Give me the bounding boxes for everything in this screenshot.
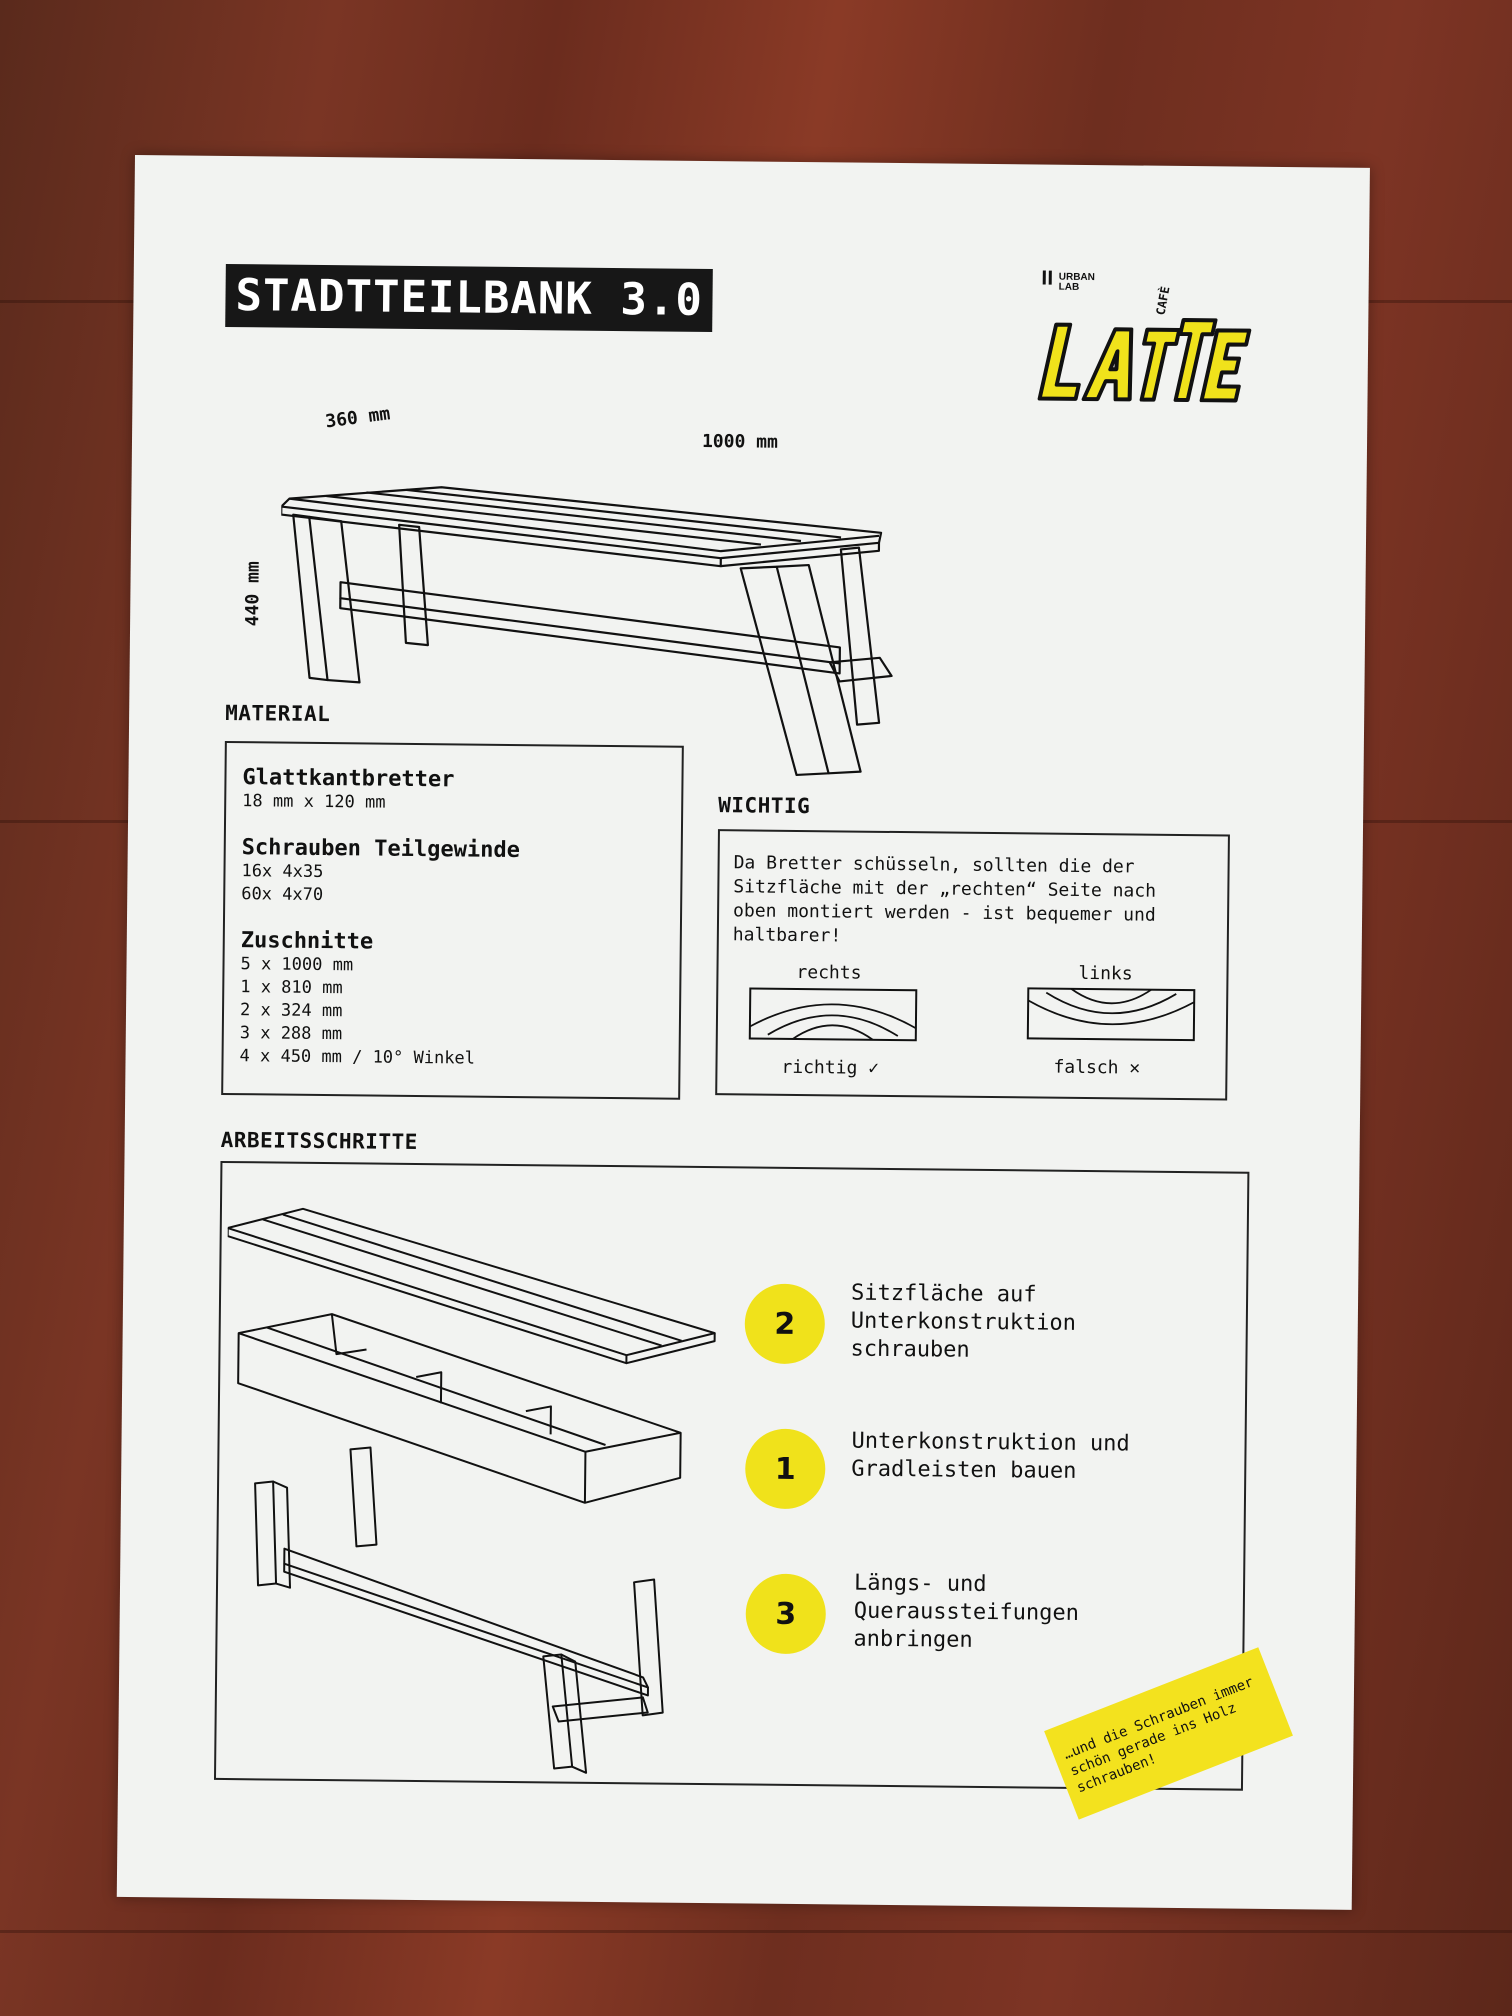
verdict-richtig: richtig ✓ <box>781 1056 880 1079</box>
step-2-text: Sitzfläche auf Unterkonstruktion schrauben <box>850 1280 1077 1363</box>
steps-heading: ARBEITSSCHRITTE <box>220 1127 418 1155</box>
screw-tip-sticker: …und die Schrauben immer schön gerade ins Holz schrauben! <box>1044 1647 1293 1819</box>
material-line: 1 x 810 mm <box>240 977 343 999</box>
material-group-title: Schrauben Teilgewinde <box>241 835 521 864</box>
assembly-exploded-illustration <box>222 1203 718 1778</box>
wichtig-text: Da Bretter schüsseln, sollten die der Sitzfläche mit der „rechten“ Seite nach oben montiert werden - ist bequemer und haltbarer! <box>732 852 1157 947</box>
material-line: 16x 4x35 <box>241 861 324 883</box>
page-title: STADTTEILBANK 3.0 <box>225 264 713 332</box>
dimension-length: 1000 mm <box>701 430 778 453</box>
steps-box <box>214 1161 1249 1791</box>
step-3-text: Längs- und Queraussteifungen anbringen <box>853 1570 1080 1653</box>
board-cross-section-wrong-icon <box>1026 986 1197 1044</box>
material-line: 3 x 288 mm <box>239 1023 343 1045</box>
step-3-badge: 3 <box>745 1573 826 1654</box>
material-heading: MATERIAL <box>225 700 331 727</box>
label-rechts: rechts <box>796 961 862 984</box>
material-line: 5 x 1000 mm <box>240 954 354 976</box>
cafe-latte-logo <box>1037 264 1269 416</box>
material-line: 2 x 324 mm <box>239 1000 343 1022</box>
material-line: 18 mm x 120 mm <box>242 791 386 813</box>
material-box <box>221 741 684 1100</box>
urban-lab-label: URBAN LAB <box>1058 271 1095 293</box>
step-1-text: Unterkonstruktion und Gradleisten bauen <box>851 1428 1130 1484</box>
instruction-sheet <box>117 155 1370 1910</box>
material-line: 4 x 450 mm / 10° Winkel <box>239 1046 476 1069</box>
material-group-title: Glattkantbretter <box>242 765 455 793</box>
material-line: 60x 4x70 <box>241 884 324 906</box>
cafe-label: CAFÈ <box>1153 285 1173 317</box>
wichtig-box <box>715 829 1230 1100</box>
step-2-badge: 2 <box>744 1283 825 1364</box>
label-links: links <box>1078 962 1133 985</box>
material-group-title: Zuschnitte <box>240 928 374 955</box>
dimension-height: 440 mm <box>242 561 264 627</box>
verdict-falsch: falsch ✕ <box>1053 1056 1141 1079</box>
dimension-depth: 360 mm <box>324 403 392 433</box>
step-1-badge: 1 <box>745 1428 826 1509</box>
wichtig-heading: WICHTIG <box>718 793 811 819</box>
board-cross-section-correct-icon <box>748 986 919 1044</box>
